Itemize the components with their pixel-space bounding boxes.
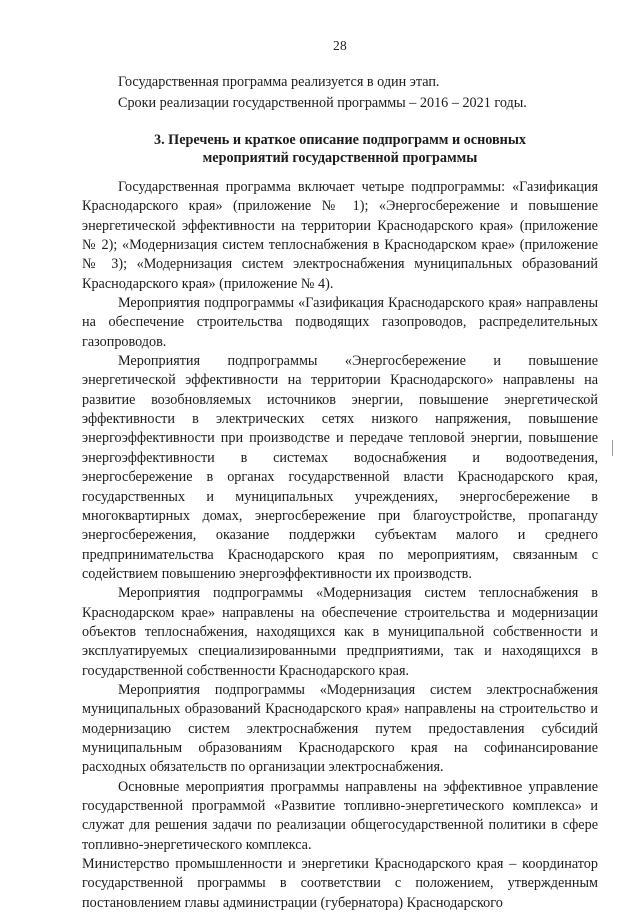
intro-line-stage: Государственная программа реализуется в один этап. [118,74,440,90]
paragraph-heat-supply: Мероприятия подпрограммы «Модернизация систем теплоснабжения в Краснодарском крае» направлены на обеспечение строительства и модернизации объектов теплоснабжения, находящихся как в муниципальной собственности и эксплуатируемых специализированными предприятиями, так и находящихся в государственной собственности Краснодарского края. [82,585,598,679]
intro-line-terms: Сроки реализации государственной программы – 2016 – 2021 годы. [118,94,527,111]
section-heading-line-2: мероприятий государственной программы [202,149,478,166]
paragraph-ministry: Министерство промышленности и энергетики Краснодарского края – координатор государственной программы в соответствии с положением, утвержденным постановлением главы администрации (губернатора) Краснодарского [82,856,598,911]
margin-scan-mark [612,440,613,456]
paragraph-gasification: Мероприятия подпрограммы «Газификация Краснодарского края» направлены на обеспечение строительства подводящих газопроводов, распределительных газопроводов. [82,295,598,350]
intro-block [82,72,598,113]
section-heading [82,132,598,167]
section-body [82,178,598,913]
document-page [82,0,598,911]
page-number: 28 [332,38,348,53]
section-heading-line-1: 3. Перечень и краткое описание подпрограмм и основных [153,132,526,148]
paragraph-power-supply: Мероприятия подпрограммы «Модернизация систем электроснабжения муниципальных образований Краснодарского края» направлены на строительство и модернизацию систем электроснабжения путем предоставления субсидий муниципальным образованиям Краснодарского края на софинансирование расходных обязательств по организации электроснабжения. [82,681,598,776]
paragraph-energy-saving: Мероприятия подпрограммы «Энергосбережение и повышение энергетической эффективности на территории Краснодарского» направлены на развитие возобновляемых источников энергии, повышение энергетической эффективности в электрических сетях низкого напряжения, повышение энергоэффективности при производстве и передаче тепловой энергии, повышение энергоэффективности в системах водоснабжения и водоотведения, энергосбережение в органах государственной власти Краснодарского края, государственных и муниципальных учреждениях, энергосбережение в многоквартирных домах, энергосбережение при благоустройстве, пропаганду энергосбережения, оказание поддержки субъектам малого и среднего предпринимательства Краснодарского края по мероприятиям, связанным с содействием повышению энергоэффективности их производств. [82,353,598,582]
paragraph-subprograms-list: Государственная программа включает четыре подпрограммы: «Газификация Краснодарского края» (приложение № 1); «Энергосбережение и повышение энергетической эффективности на территории Краснодарского края» (приложение № 2); «Модернизация систем теплоснабжения в Краснодарском крае» (приложение № 3); «Модернизация систем электроснабжения муниципальных образований Краснодарского края» (приложение № 4). [82,179,598,292]
paragraph-main-activities: Основные мероприятия программы направлены на эффективное управление государственной программой «Развитие топливно-энергетического комплекса» и служат для решения задачи по реализации общегосударственной политики в сфере топливно-энергетического комплекса. [82,778,598,853]
